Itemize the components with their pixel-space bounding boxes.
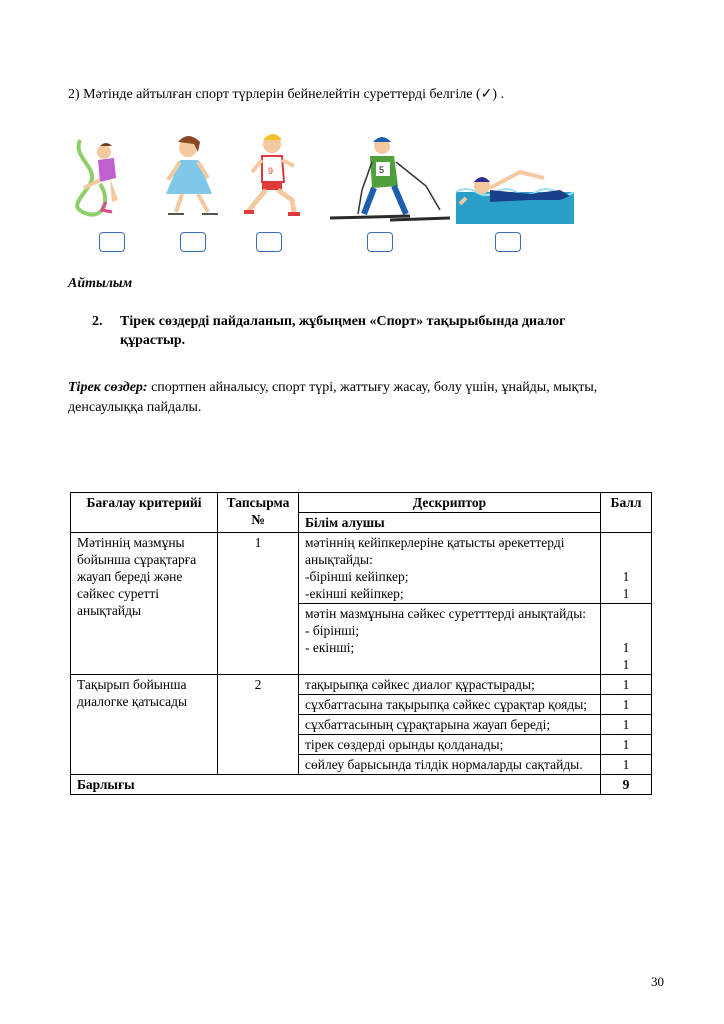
table-row: [71, 533, 652, 604]
sports-pictures: [60, 118, 580, 258]
key-words-text: спортпен айналысу, спорт түрі, жаттығу жасау, болу үшін, ұнайды, мықты, денсаулыққа пайдалы.: [68, 380, 598, 415]
figure-skater-picture: [166, 136, 218, 214]
header-criteria: Бағалау критерийі: [71, 493, 218, 533]
skier-checkbox[interactable]: [367, 232, 393, 252]
score-cell: 1: [601, 695, 652, 715]
descriptor-cell: сұхбаттасының сұрақтарына жауап береді;: [299, 715, 601, 735]
score-value: 1: [622, 657, 630, 672]
task-cell-2: 2: [218, 675, 299, 775]
score-cell: 1: [601, 675, 652, 695]
descriptor-cell: [299, 604, 601, 675]
page-number: 30: [651, 974, 664, 989]
criteria-cell-1: Мәтіннің мазмұны бойынша сұрақтарға жауап береді және сәйкес суретті анықтайды: [71, 533, 218, 675]
total-label: Барлығы: [71, 775, 601, 795]
table-row: [71, 675, 652, 695]
descriptor-line: мәтін мазмұнына сәйкес суретттерді анықтайды:: [305, 606, 587, 621]
swimmer-checkbox[interactable]: [495, 232, 521, 252]
descriptor-cell: тірек сөздерді орынды қолданады;: [299, 735, 601, 755]
score-cell: [601, 604, 652, 675]
total-score: 9: [601, 775, 652, 795]
score-cell: [601, 533, 652, 604]
task-2-number: 2.: [92, 314, 103, 329]
svg-text:5: 5: [379, 165, 385, 175]
header-score: Балл: [601, 493, 652, 533]
table-header-row: [71, 493, 652, 513]
total-row: [71, 775, 652, 795]
descriptor-line: - бірінші;: [305, 623, 360, 638]
score-cell: 1: [601, 755, 652, 775]
runner-checkbox[interactable]: [256, 232, 282, 252]
task-2-text: Тірек сөздерді пайдаланып, жұбыңмен «Спорт» тақырыбында диалог құрастыр.: [120, 314, 566, 348]
descriptor-line: - екінші;: [305, 640, 355, 655]
descriptor-cell: сұхбаттасына тақырыпқа сәйкес сұрақтар қояды;: [299, 695, 601, 715]
descriptor-line: мәтіннің кейіпкерлеріне қатысты әрекеттерді анықтайды:: [305, 535, 565, 567]
descriptor-cell: тақырыпқа сәйкес диалог құрастырады;: [299, 675, 601, 695]
assessment-table: [70, 492, 652, 795]
descriptor-cell: [299, 533, 601, 604]
swimmer-picture: [456, 172, 574, 224]
header-task: Тапсырма №: [218, 493, 299, 533]
gymnast-checkbox[interactable]: [99, 232, 125, 252]
svg-text:9: 9: [268, 166, 274, 176]
criteria-cell-2: Тақырып бойынша диалогке қатысады: [71, 675, 218, 775]
score-value: 1: [622, 569, 630, 584]
key-words-paragraph: [68, 378, 658, 418]
score-value: 1: [622, 640, 630, 655]
descriptor-line: -бірінші кейіпкер;: [305, 569, 409, 584]
key-words-label: Тірек сөздер:: [68, 380, 148, 395]
header-learner: Білім алушы: [299, 513, 601, 533]
skier-picture: [330, 137, 450, 220]
section-title: Айтылым: [68, 276, 133, 291]
figure-skater-checkbox[interactable]: [180, 232, 206, 252]
header-descriptor: Дескриптор: [299, 493, 601, 513]
score-cell: 1: [601, 715, 652, 735]
question-1-text: 2) Мәтінде айтылған спорт түрлерін бейнелейтін суреттерді белгіле (✓) .: [68, 87, 505, 102]
descriptor-line: -екінші кейіпкер;: [305, 586, 404, 601]
score-cell: 1: [601, 735, 652, 755]
descriptor-cell: сөйлеу барысында тілдік нормаларды сақтайды.: [299, 755, 601, 775]
task-cell-1: 1: [218, 533, 299, 675]
runner-picture: [244, 134, 300, 214]
gymnast-picture: [77, 140, 118, 215]
score-value: 1: [622, 586, 630, 601]
